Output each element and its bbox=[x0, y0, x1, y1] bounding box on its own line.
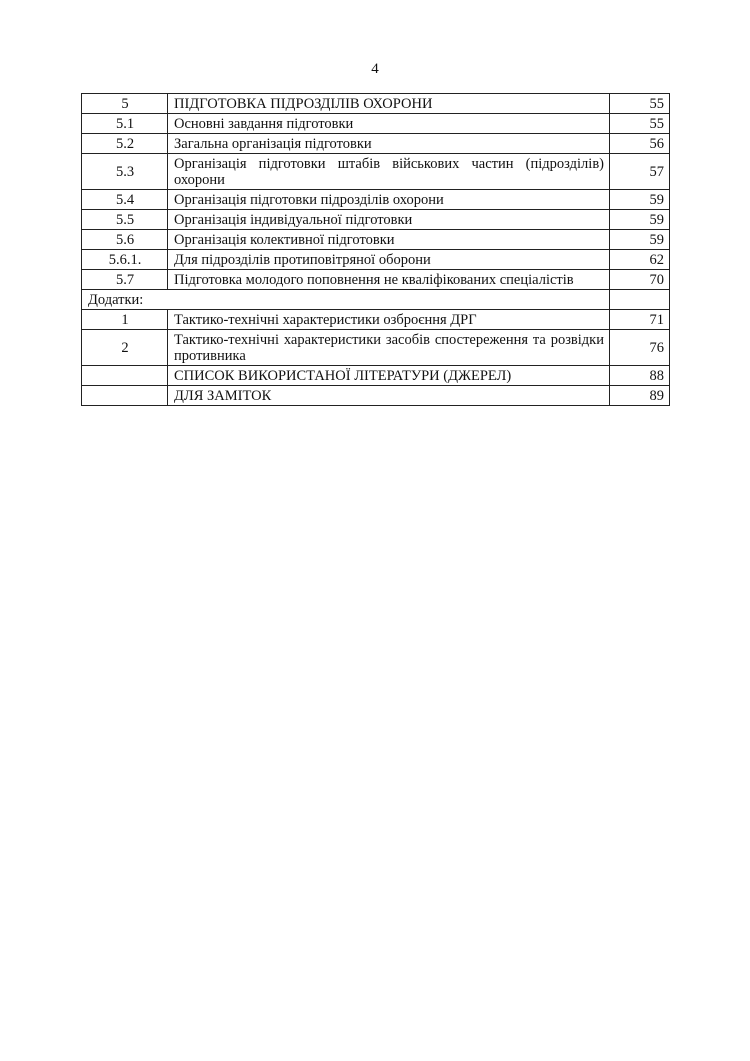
appendix-header-row bbox=[82, 290, 670, 310]
section-number: 5.2 bbox=[82, 134, 168, 154]
toc-row bbox=[82, 210, 670, 230]
section-number: 5.3 bbox=[82, 154, 168, 190]
section-title: Загальна організація підготовки bbox=[168, 134, 610, 154]
appendix-number bbox=[82, 386, 168, 406]
section-page: 59 bbox=[610, 210, 670, 230]
section-title: Підготовка молодого поповнення не кваліфікованих спеціалістів bbox=[168, 270, 610, 290]
appendix-number: 2 bbox=[82, 330, 168, 366]
section-page: 70 bbox=[610, 270, 670, 290]
appendix-page: 71 bbox=[610, 310, 670, 330]
appendix-title: Тактико-технічні характеристики засобів спостереження та розвідки противника bbox=[168, 330, 610, 366]
section-page: 57 bbox=[610, 154, 670, 190]
page-number: 4 bbox=[371, 61, 379, 77]
section-page: 59 bbox=[610, 190, 670, 210]
section-title: Організація колективної підготовки bbox=[168, 230, 610, 250]
toc-row bbox=[82, 154, 670, 190]
references-title: СПИСОК ВИКОРИСТАНОЇ ЛІТЕРАТУРИ (ДЖЕРЕЛ) bbox=[168, 366, 610, 386]
toc-row bbox=[82, 114, 670, 134]
section-page: 56 bbox=[610, 134, 670, 154]
toc-row bbox=[82, 190, 670, 210]
toc-row bbox=[82, 270, 670, 290]
section-number: 5.4 bbox=[82, 190, 168, 210]
toc-row bbox=[82, 94, 670, 114]
references-page: 88 bbox=[610, 366, 670, 386]
notes-title: ДЛЯ ЗАМІТОК bbox=[168, 386, 610, 406]
section-title: Організація підготовки штабів військових частин (підрозділів) охорони bbox=[168, 154, 610, 190]
section-title: Організація індивідуальної підготовки bbox=[168, 210, 610, 230]
section-number: 5.6.1. bbox=[82, 250, 168, 270]
toc-row bbox=[82, 366, 670, 386]
section-title: Організація підготовки підрозділів охорони bbox=[168, 190, 610, 210]
appendix-number bbox=[82, 366, 168, 386]
toc-row bbox=[82, 250, 670, 270]
section-page: 59 bbox=[610, 230, 670, 250]
appendix-number: 1 bbox=[82, 310, 168, 330]
section-title: ПІДГОТОВКА ПІДРОЗДІЛІВ ОХОРОНИ bbox=[168, 94, 610, 114]
section-page: 55 bbox=[610, 114, 670, 134]
section-page: 62 bbox=[610, 250, 670, 270]
notes-page: 89 bbox=[610, 386, 670, 406]
appendix-title: Тактико-технічні характеристики озброєння ДРГ bbox=[168, 310, 610, 330]
toc-row bbox=[82, 230, 670, 250]
section-number: 5.5 bbox=[82, 210, 168, 230]
table-of-contents bbox=[81, 93, 670, 406]
toc-row bbox=[82, 134, 670, 154]
section-number: 5.1 bbox=[82, 114, 168, 134]
section-title: Для підрозділів протиповітряної оборони bbox=[168, 250, 610, 270]
section-page: 55 bbox=[610, 94, 670, 114]
toc-row bbox=[82, 386, 670, 406]
section-number: 5 bbox=[82, 94, 168, 114]
appendix-header: Додатки: bbox=[82, 290, 610, 310]
toc-row bbox=[82, 330, 670, 366]
section-number: 5.6 bbox=[82, 230, 168, 250]
appendix-header-page bbox=[610, 290, 670, 310]
toc-row bbox=[82, 310, 670, 330]
section-number: 5.7 bbox=[82, 270, 168, 290]
section-title: Основні завдання підготовки bbox=[168, 114, 610, 134]
appendix-page: 76 bbox=[610, 330, 670, 366]
